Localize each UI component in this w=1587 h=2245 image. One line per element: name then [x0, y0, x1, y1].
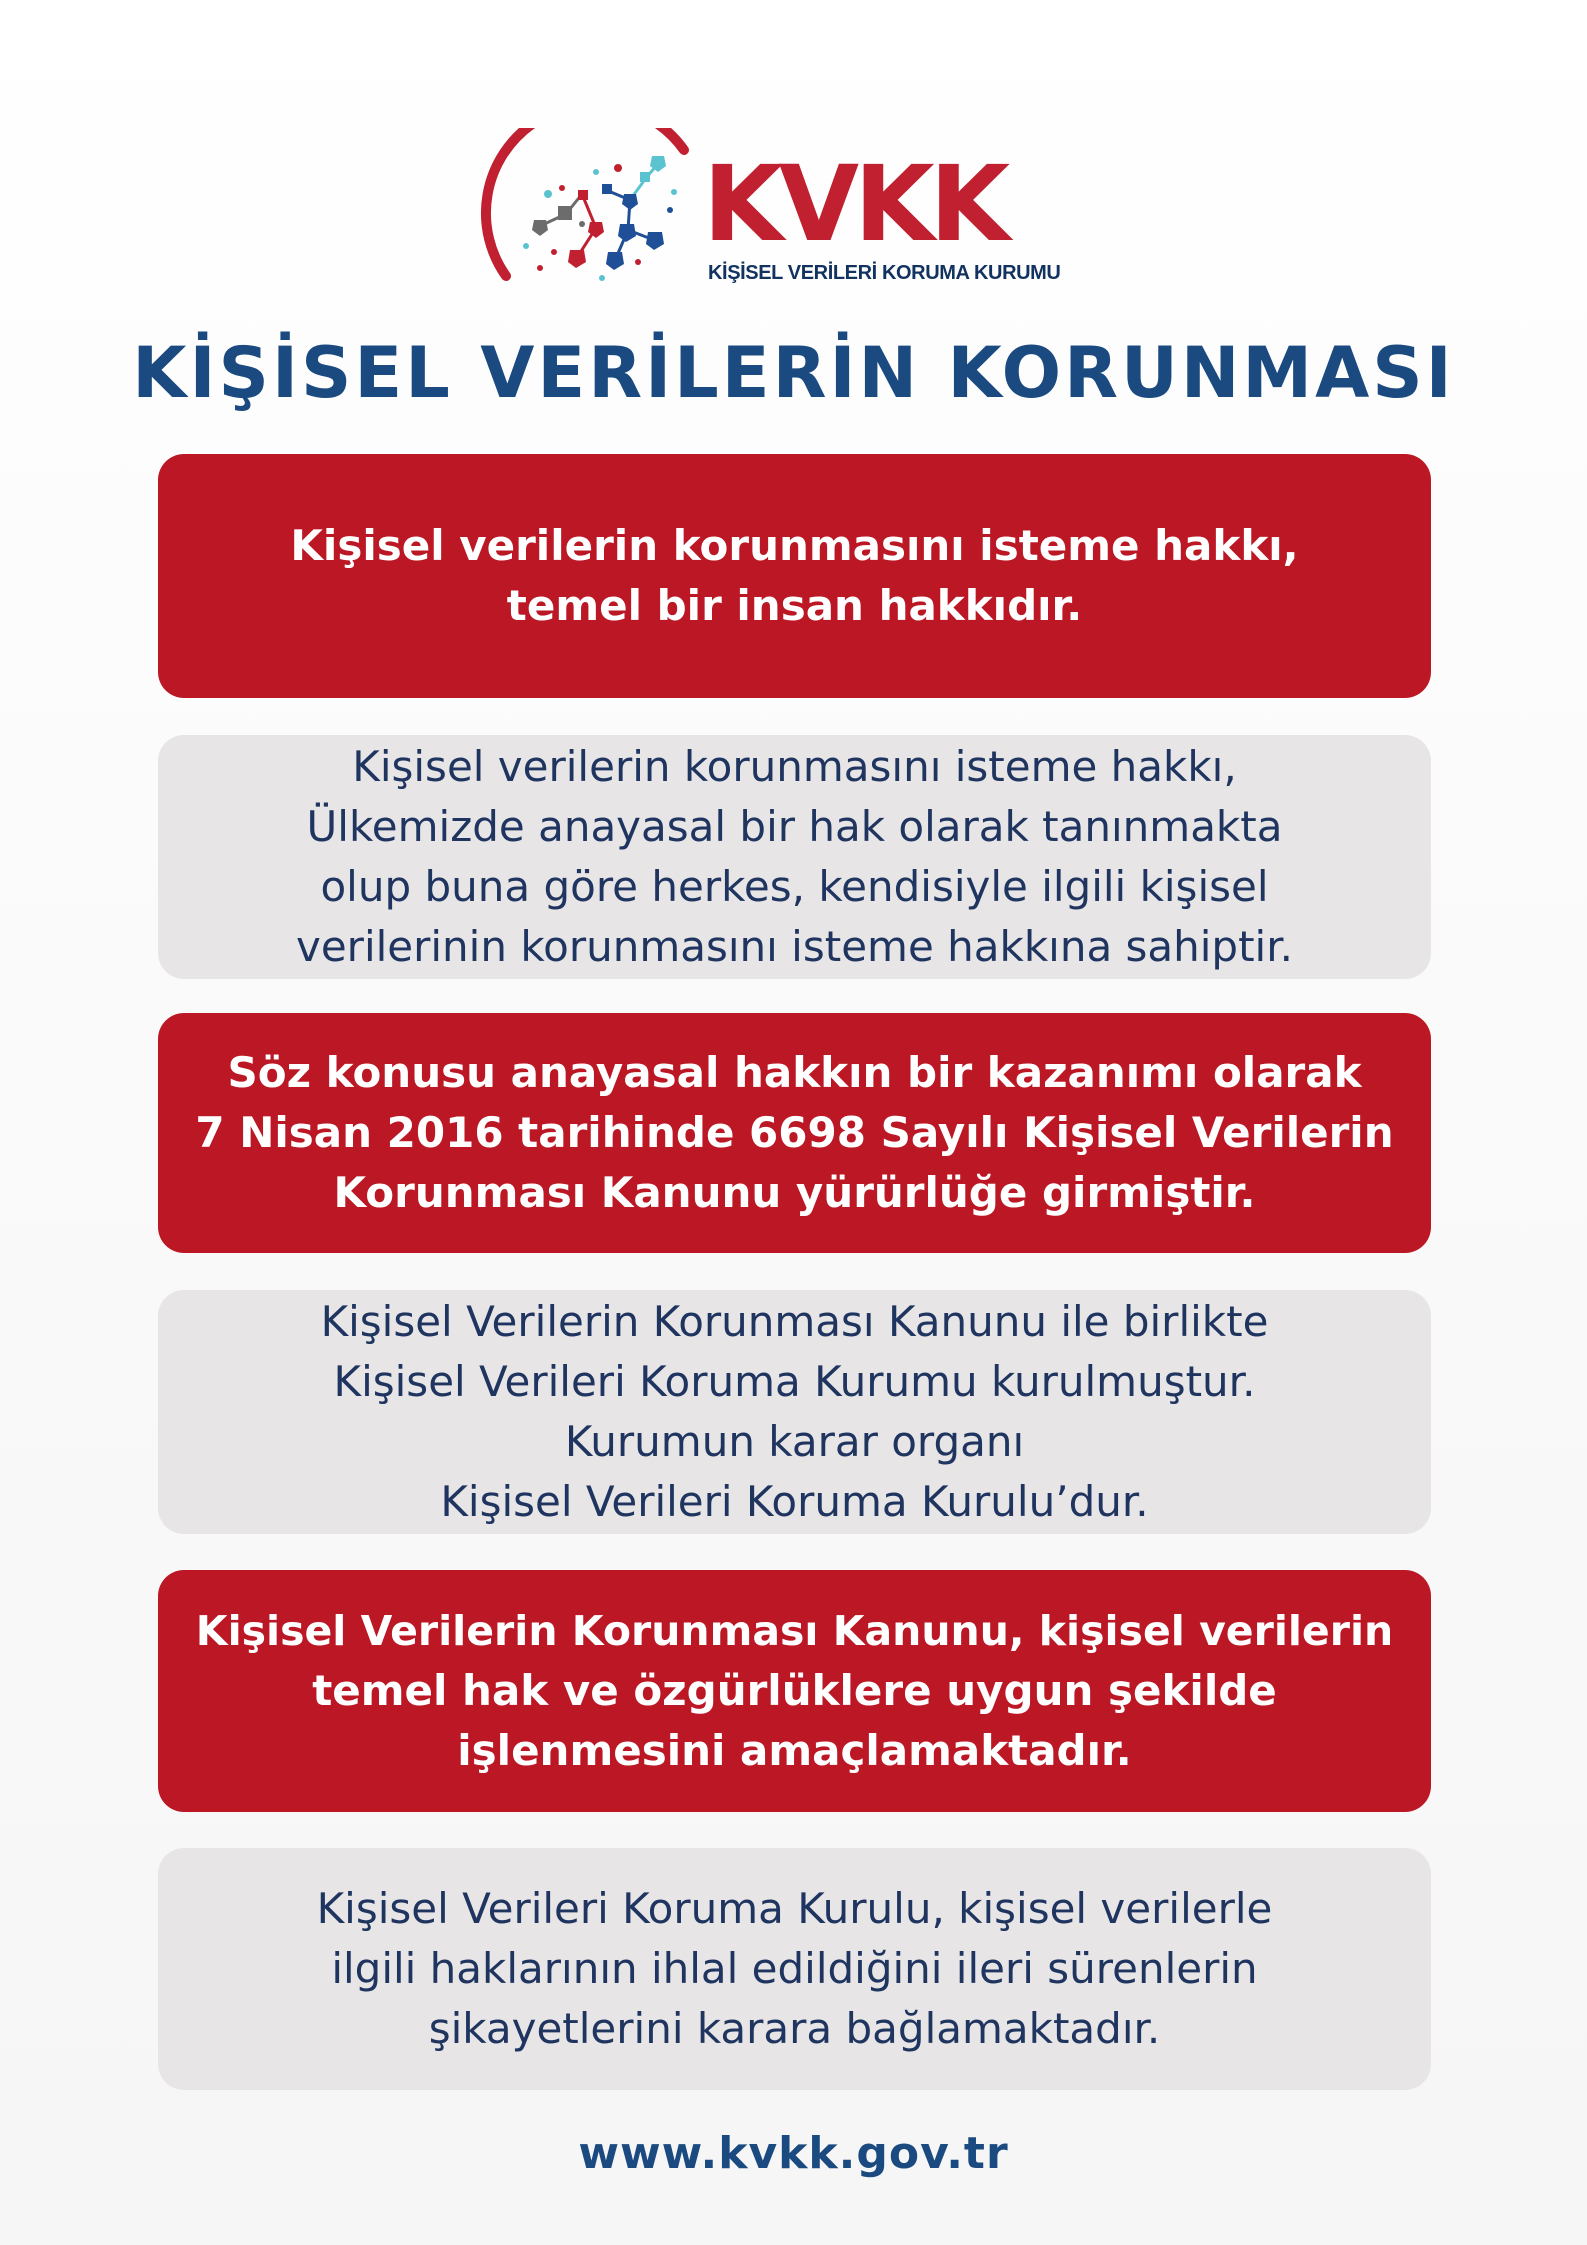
info-card-6: [158, 1848, 1431, 2090]
info-card-4: [158, 1290, 1431, 1534]
logo-wordmark: KVKK: [703, 143, 1006, 265]
card-text-line: temel hak ve özgürlüklere uygun şekilde: [312, 1666, 1277, 1715]
card-text-line: verilerinin korunmasını isteme hakkına sahiptir.: [295, 922, 1293, 971]
card-text-line: ilgili haklarının ihlal edildiğini ileri sürenlerin: [331, 1944, 1258, 1993]
card-text-line: şikayetlerini karara bağlamaktadır.: [428, 2004, 1161, 2053]
info-card-5: [158, 1570, 1431, 1812]
card-text-line: Kişisel Verilerin Korunması Kanunu ile birlikte: [320, 1297, 1269, 1346]
card-text-line: Kişisel verilerin korunmasını isteme hakkı,: [352, 742, 1237, 791]
card-text-line: Kişisel Verileri Koruma Kurulu’dur.: [440, 1477, 1149, 1526]
info-card-3: [158, 1013, 1431, 1253]
card-text-line: olup buna göre herkes, kendisiyle ilgili kişisel: [320, 862, 1269, 911]
card-text-line: Kişisel Verileri Koruma Kurumu kurulmuştur.: [333, 1357, 1256, 1406]
card-text-line: temel bir insan hakkıdır.: [506, 581, 1083, 630]
card-text-line: 7 Nisan 2016 tarihinde 6698 Sayılı Kişisel Verilerin: [195, 1108, 1394, 1157]
card-text-line: Kişisel Verileri Koruma Kurulu, kişisel verilerle: [316, 1884, 1273, 1933]
kvkk-logo: [478, 128, 1078, 298]
card-text-line: Kurumun karar organı: [564, 1417, 1025, 1466]
card-text-line: Kişisel verilerin korunmasını isteme hakkı,: [290, 521, 1299, 570]
info-card-2: [158, 735, 1431, 979]
page-title: KİŞİSEL VERİLERİN KORUNMASI: [132, 332, 1455, 414]
card-text-line: işlenmesini amaçlamaktadır.: [457, 1726, 1132, 1775]
logo-subtitle: KİŞİSEL VERİLERİ KORUMA KURUMU: [708, 262, 1061, 284]
website-link[interactable]: www.kvkk.gov.tr: [578, 2128, 1009, 2179]
card-text-line: Kişisel Verilerin Korunması Kanunu, kişisel verilerin: [195, 1607, 1394, 1655]
info-card-1: [158, 454, 1431, 698]
card-text-line: Korunması Kanunu yürürlüğe girmiştir.: [333, 1168, 1256, 1217]
molecule-network-icon: [478, 128, 708, 298]
card-text-line: Söz konusu anayasal hakkın bir kazanımı olarak: [227, 1048, 1362, 1097]
card-text-line: Ülkemizde anayasal bir hak olarak tanınmakta: [306, 802, 1283, 851]
